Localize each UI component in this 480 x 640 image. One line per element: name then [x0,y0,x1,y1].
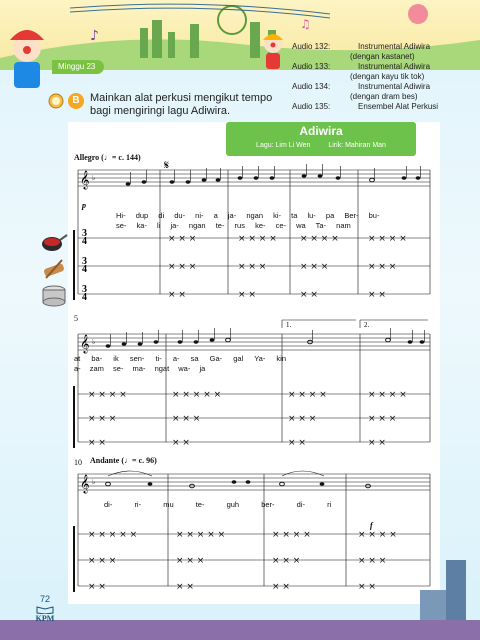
lyric-syllable: di [158,211,165,220]
svg-text:× × ×: × × × [238,262,267,272]
svg-text:× × × ×: × × × × [272,530,311,540]
svg-text:3: 3 [82,228,87,239]
page-number: 72 [39,594,50,604]
svg-text:× ×: × × [238,290,256,300]
lyric-syllable: wa [296,221,306,230]
publisher-logo: KPM [35,614,55,623]
svg-text:× × × ×: × × × × [88,390,127,400]
svg-text:× × ×: × × × [358,556,387,566]
audio-item [292,82,448,92]
svg-text:× × × ×: × × × × [238,234,277,244]
lyric-syllable: ja- [227,211,237,220]
lyrics-line [116,211,379,220]
lyric-syllable: ni- [195,211,204,220]
lyric-syllable: di- [104,500,113,509]
ending-two: 2. [364,321,370,329]
dynamic-marking: p [82,201,86,210]
svg-text:× ×: × × [272,582,290,592]
lyric-syllable: ke- [255,221,266,230]
lyric-syllable: ti- [155,354,162,363]
lyric-syllable: ri- [134,500,142,509]
lyric-syllable: te- [195,500,205,509]
svg-text:𝄞: 𝄞 [80,474,90,493]
lyric-syllable: te- [215,221,225,230]
music-system-1 [68,160,440,310]
activity-badge: B [68,93,84,109]
measure-number: 10 [74,458,82,467]
svg-text:× × ×: × × × [168,262,197,272]
svg-text:× × ×: × × × [272,556,301,566]
lyric-syllable: se- [113,364,124,373]
lyric-syllable: wa- [178,364,191,373]
lyric-syllable: Ta- [315,221,327,230]
lyric-syllable: rus [234,221,245,230]
svg-text:♪: ♪ [90,28,99,44]
svg-text:× × ×: × × × [172,414,201,424]
svg-text:× ×: × × [368,290,386,300]
lyric-syllable: Hi- [116,211,126,220]
svg-text:4: 4 [82,292,87,303]
lyric-syllable: li [157,221,161,230]
lyric-syllable: ja [199,364,206,373]
svg-text:× × ×: × × × [368,414,397,424]
bottom-city-illustration [0,560,480,640]
lyric-syllable: a [213,211,218,220]
lyric-syllable: ta [291,211,298,220]
lyric-syllable: ngan [246,211,263,220]
svg-text:× ×: × × [176,582,194,592]
lyric-syllable: nam [336,221,351,230]
svg-text:♫: ♫ [300,17,311,31]
svg-text:3: 3 [82,284,87,295]
svg-text:× ×: × × [300,290,318,300]
lyric-syllable: ngan [188,221,206,230]
audio-subtitle: (dengan kastanet) [350,52,415,61]
lyric-syllable: ber- [261,500,275,509]
dynamic-marking: f [370,521,373,530]
svg-text:× × × ×: × × × × [288,390,327,400]
tambourine-icon [48,93,64,109]
svg-text:× ×: × × [88,582,106,592]
lyricist-credit: Lirik: Mahiran Man [328,142,386,149]
audio-subtitle: (dengan dram bes) [350,92,418,101]
tempo-marking: Andante (♩= c. 96) [90,456,157,465]
lyric-syllable: pa [325,211,335,220]
bass-drum-icon [40,282,68,308]
lyric-syllable: sa [190,354,199,363]
svg-text:× × ×: × × × [368,262,397,272]
svg-text:× × ×: × × × [168,234,197,244]
svg-text:× × ×: × × × [88,556,117,566]
svg-text:4: 4 [82,264,87,275]
lyrics-line [74,364,205,373]
svg-text:♭: ♭ [92,338,96,346]
clown-mascot-left [2,20,52,90]
audio-title: Instrumental Adiwira [358,82,431,91]
svg-text:× × × × ×: × × × × × [176,530,226,540]
audio-subtitle: (dengan kayu tik tok) [350,72,425,81]
svg-text:× ×: × × [358,582,376,592]
music-system-2 [68,312,440,452]
composer-credit: Lagu: Lim Li Wen [256,142,311,149]
svg-text:× ×: × × [368,438,386,448]
activity-instruction: Mainkan alat perkusi mengikut tempo bagi mengiringi lagu Adiwira. [90,92,273,117]
svg-text:♭: ♭ [92,478,96,486]
svg-text:𝄞: 𝄞 [80,170,90,189]
audio-title: Instrumental Adiwira [358,42,431,51]
clown-mascot-right [258,30,288,70]
week-tag: Minggu 23 [52,60,104,74]
lyric-syllable: Ga- [209,354,223,363]
audio-item [292,62,448,72]
lyric-syllable: zam [89,364,104,373]
castanet-icon [40,232,68,254]
audio-item [292,42,448,52]
svg-text:× × ×: × × × [288,414,317,424]
svg-text:× × ×: × × × [300,262,329,272]
svg-text:3: 3 [82,256,87,267]
lyrics-line [104,500,331,509]
svg-text:× × × × ×: × × × × × [172,390,222,400]
lyric-syllable: ja- [170,221,179,230]
lyric-syllable: Ya- [254,354,266,363]
lyric-syllable: du- [174,211,186,220]
measure-number: 5 [74,314,78,323]
lyric-syllable: bu- [368,211,380,220]
song-credits [226,142,416,149]
svg-text:𝄋: 𝄋 [164,160,170,172]
svg-text:× × × ×: × × × × [300,234,339,244]
audio-number: Audio 133: [292,62,331,71]
svg-text:× × ×: × × × [88,414,117,424]
svg-text:4: 4 [82,236,87,247]
lyric-syllable: ik [113,354,119,363]
audio-number: Audio 135: [292,102,331,111]
lyric-syllable: mu [163,500,174,509]
lyric-syllable: ma- [132,364,146,373]
lyric-syllable: dup [135,211,149,220]
svg-text:× × × ×: × × × × [368,390,407,400]
lyric-syllable: lu- [307,211,316,220]
svg-text:× × ×: × × × [176,556,205,566]
lyric-syllable: ba- [91,354,103,363]
sheet-music [68,122,440,604]
lyrics-line [74,354,286,363]
audio-list [292,42,448,112]
audio-number: Audio 132: [292,42,331,51]
lyric-syllable: se- [116,221,127,230]
ending-one: 1. [286,321,292,329]
lyric-syllable: at [74,354,81,363]
tempo-marking: Allegro (♩= c. 144) [74,153,141,162]
svg-text:× ×: × × [88,438,106,448]
lyric-syllable: Ber- [344,211,359,220]
audio-number: Audio 134: [292,82,331,91]
lyric-syllable: guh [226,500,240,509]
lyric-syllable: di- [296,500,305,509]
svg-text:♭: ♭ [92,174,96,182]
lyric-syllable: ce- [275,221,286,230]
svg-text:× × × ×: × × × × [358,530,397,540]
audio-title: Ensembel Alat Perkusi [358,102,439,111]
tik-tok-wood-block-icon [40,256,68,280]
song-title: Adiwira [299,124,343,138]
lyric-syllable: kin [276,354,287,363]
lyric-syllable: sen- [129,354,145,363]
svg-text:× × × ×: × × × × [368,234,407,244]
lyric-syllable: gal [233,354,244,363]
lyric-syllable: ki- [273,211,282,220]
lyric-syllable: a- [74,364,81,373]
lyric-syllable: ka- [136,221,147,230]
book-icon [36,606,54,614]
svg-text:× ×: × × [168,290,186,300]
svg-text:× ×: × × [172,438,190,448]
svg-text:𝄞: 𝄞 [80,334,90,353]
lyrics-line [116,221,351,230]
svg-text:× ×: × × [288,438,306,448]
lyric-syllable: a- [172,354,180,363]
audio-title: Instrumental Adiwira [358,62,431,71]
lyric-syllable: ngat [154,364,170,373]
audio-item [292,102,448,112]
lyric-syllable: ri [327,500,332,509]
svg-text:× × × × ×: × × × × × [88,530,138,540]
